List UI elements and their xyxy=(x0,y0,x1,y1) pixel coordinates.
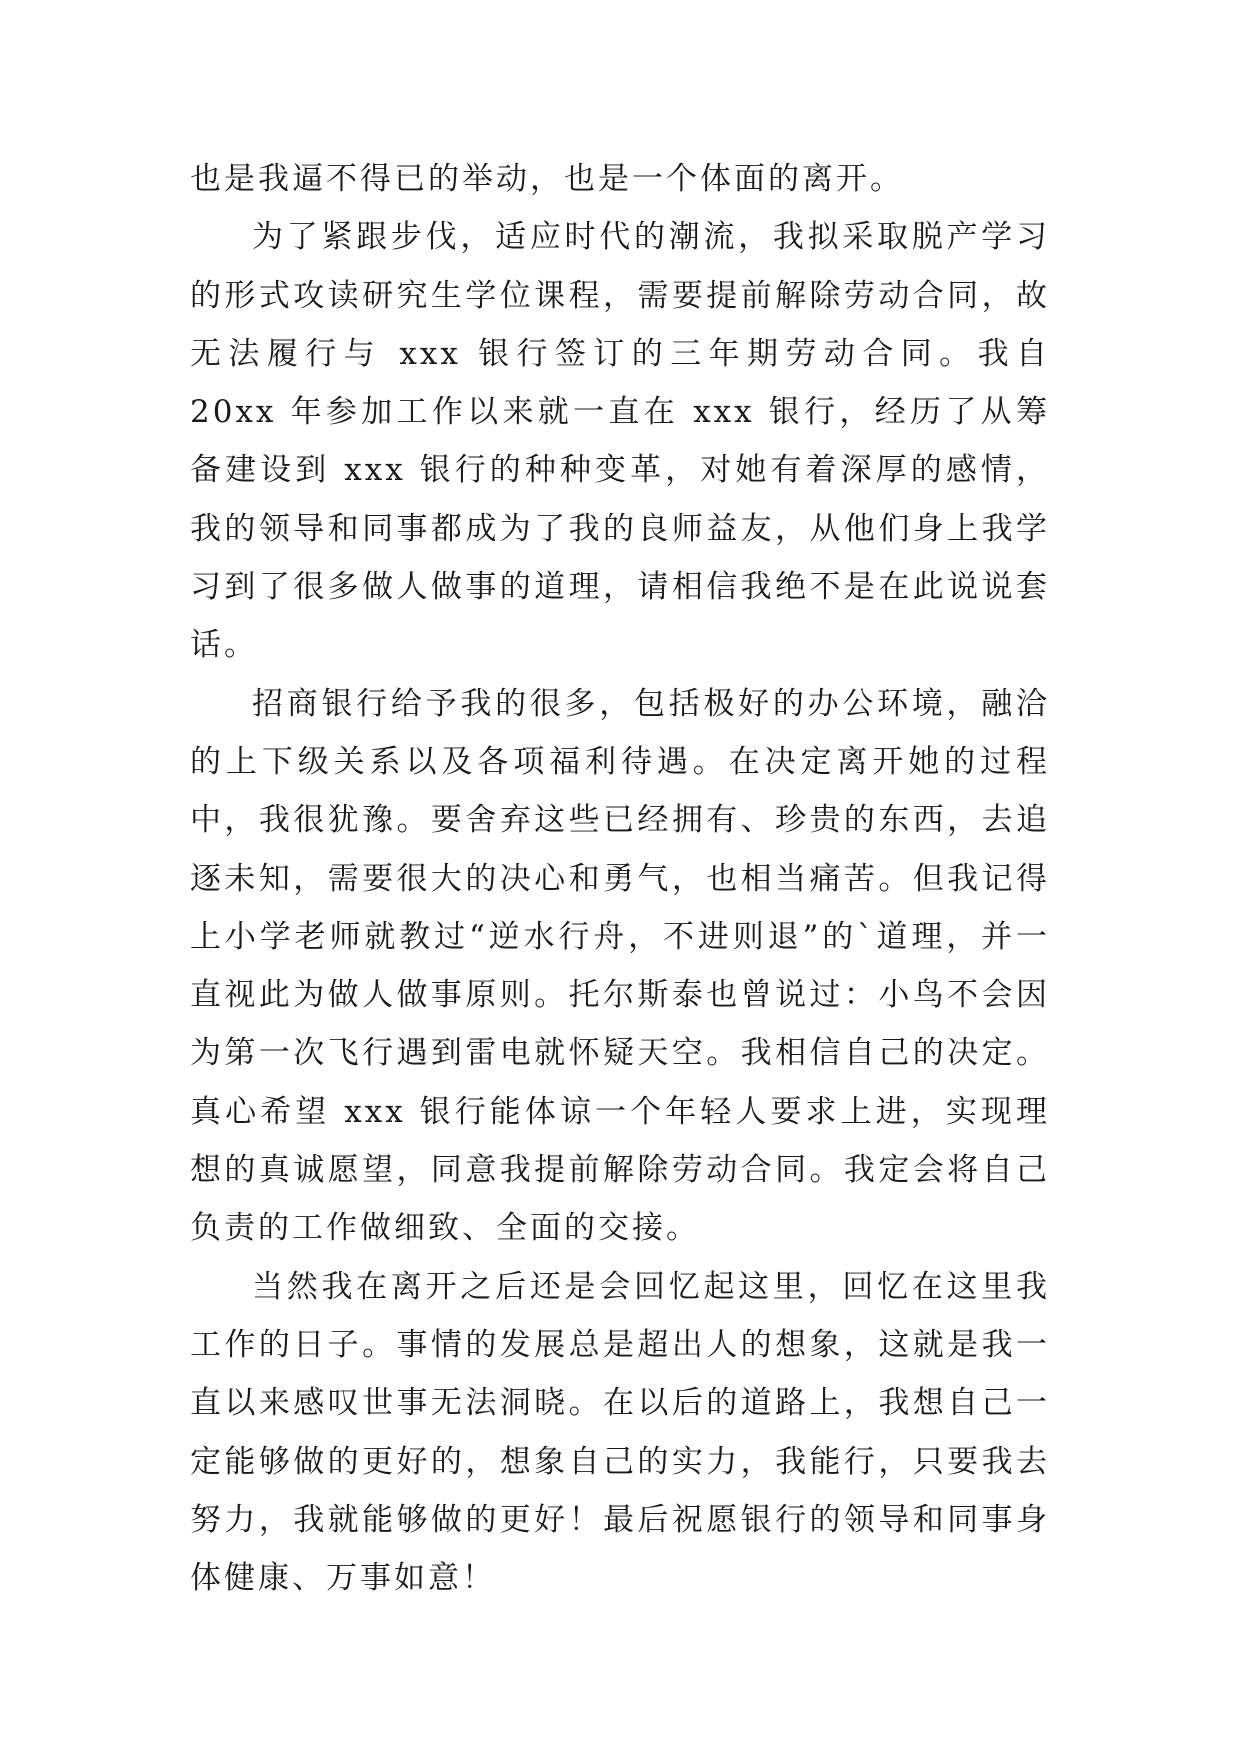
paragraph-continuation: 也是我逼不得已的举动，也是一个体面的离开。 xyxy=(190,161,904,197)
paragraph-gratitude-decision: 招商银行给予我的很多，包括极好的办公环境，融洽的上下级关系以及各项福利待遇。在决定离开她的过程中，我很犹豫。要舍弃这些已经拥有、珍贵的东西，去追逐未知，需要很大的决心和勇气，也相当痛苦。但我记得上小学老师就教过“逆水行舟，不进则退”的`道理，并一直视此为做人做事原则。托尔斯泰也曾说过：小鸟不会因为第一次飞行遇到雷电就怀疑天空。我相信自己的决定。真心希望 xxx 银行能体谅一个年轻人要求上进，实现理想的真诚愿望，同意我提前解除劳动合同。我定会将自己负责的工作做细致、全面的交接。 xyxy=(190,685,1050,1247)
document-body xyxy=(190,150,1050,1607)
paragraph-closing-wishes: 当然我在离开之后还是会回忆起这里，回忆在这里我工作的日子。事情的发展总是超出人的想象，这就是我一直以来感叹世事无法洞晓。在以后的道路上，我想自己一定能够做的更好的，想象自己的实力，我能行，只要我去努力，我就能够做的更好！最后祝愿银行的领导和同事身体健康、万事如意！ xyxy=(190,1268,1050,1597)
paragraph-study-reason: 为了紧跟步伐，适应时代的潮流，我拟采取脱产学习的形式攻读研究生学位课程，需要提前解除劳动合同，故无法履行与 xxx 银行签订的三年期劳动合同。我自 20xx 年参加工作以来就一直在 xxx 银行，经历了从筹备建设到 xxx 银行的种种变革，对她有着深厚的感情，我的领导和同事都成为了我的良师益友，从他们身上我学习到了很多做人做事的道理，请相信我绝不是在此说说套话。 xyxy=(190,219,1050,664)
